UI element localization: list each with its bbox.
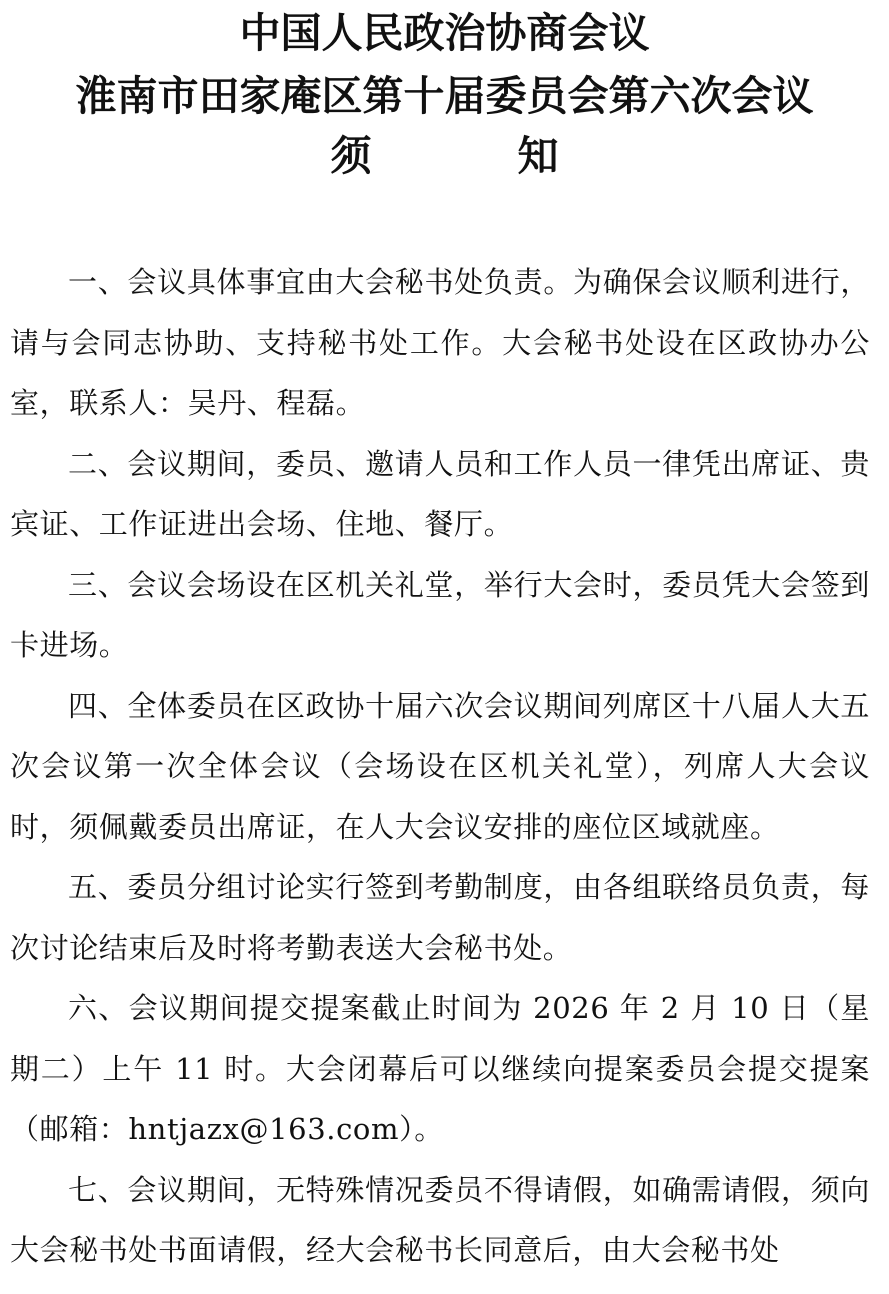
paragraph-6: 六、会议期间提交提案截止时间为 2026 年 2 月 10 日（星期二）上午 11 时。大会闭幕后可以继续向提案委员会提交提案（邮箱：hntjazx@163.com）。: [10, 991, 870, 1146]
paragraph-2: 二、会议期间，委员、邀请人员和工作人员一律凭出席证、贵宾证、工作证进出会场、住地、餐厅。: [10, 446, 870, 541]
document-title-line-2: 淮南市田家庵区第十届委员会第六次会议: [75, 72, 814, 120]
paragraph-4: 四、全体委员在区政协十届六次会议期间列席区十八届人大五次会议第一次全体会议（会场设在区机关礼堂），列席人大会议时，须佩戴委员出席证，在人大会议安排的座位区域就座。: [10, 688, 870, 844]
paragraph-7: 七、会议期间，无特殊情况委员不得请假，如确需请假，须向大会秘书处书面请假，经大会秘书长同意后，由大会秘书处: [10, 1172, 870, 1267]
document-body: [10, 252, 870, 1281]
title-char-zhi: 知: [517, 132, 559, 180]
document-title-line-3: [0, 126, 889, 186]
title-char-xu: 须: [330, 132, 372, 180]
document-title-line-1: 中国人民政治协商会议: [239, 9, 650, 57]
paragraph-5: 五、委员分组讨论实行签到考勤制度，由各组联络员负责，每次讨论结束后及时将考勤表送大会秘书处。: [10, 870, 870, 965]
paragraph-3: 三、会议会场设在区机关礼堂，举行大会时，委员凭大会签到卡进场。: [10, 567, 870, 662]
paragraph-1: 一、会议具体事宜由大会秘书处负责。为确保会议顺利进行，请与会同志协助、支持秘书处工作。大会秘书处设在区政协办公室，联系人：吴丹、程磊。: [10, 265, 870, 420]
